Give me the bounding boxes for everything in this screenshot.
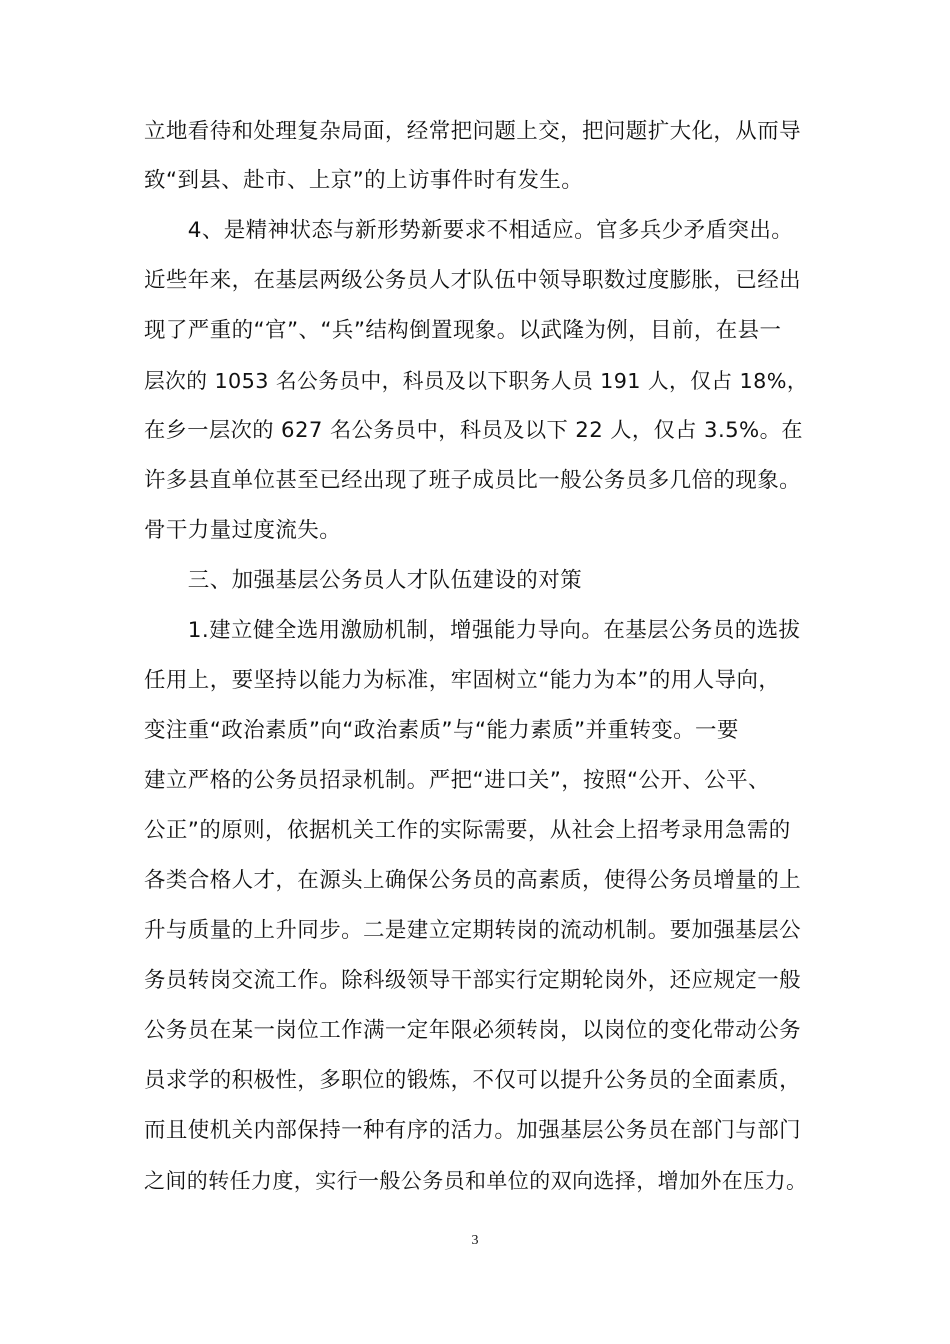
text-line: 近些年来，在基层两级公务员人才队伍中领导职数过度膨胀，已经出 <box>144 268 802 293</box>
text-line: 变注重“政治素质”向“政治素质”与“能力素质”并重转变。一要 <box>144 718 739 743</box>
text-line: 骨干力量过度流失。 <box>144 518 342 543</box>
text-line: 4、是精神状态与新形势新要求不相适应。官多兵少矛盾突出。 <box>144 218 794 243</box>
text-line: 之间的转任力度，实行一般公务员和单位的双向选择，增加外在压力。 <box>144 1169 808 1193</box>
text-line: 1.建立健全选用激励机制，增强能力导向。在基层公务员的选拔 <box>144 618 801 643</box>
text-line: 立地看待和处理复杂局面，经常把问题上交，把问题扩大化，从而导 <box>144 119 802 144</box>
text-line: 许多县直单位甚至已经出现了班子成员比一般公务员多几倍的现象。 <box>144 468 802 493</box>
text-line: 公务员在某一岗位工作满一定年限必须转岗，以岗位的变化带动公务 <box>144 1018 802 1043</box>
text-line: 建立严格的公务员招录机制。严把“进口关”，按照“公开、公平、 <box>144 768 770 793</box>
text-line: 而且使机关内部保持一种有序的活力。加强基层公务员在部门与部门 <box>144 1118 802 1143</box>
text-line: 各类合格人才，在源头上确保公务员的高素质，使得公务员增量的上 <box>144 868 802 893</box>
text-line: 员求学的积极性，多职位的锻炼，不仅可以提升公务员的全面素质， <box>144 1068 802 1093</box>
page-number: 3 <box>471 1233 479 1248</box>
text-line: 公正”的原则，依据机关工作的实际需要，从社会上招考录用急需的 <box>144 818 791 843</box>
text-line: 层次的 1053 名公务员中，科员及以下职务人员 191 人，仅占 18%， <box>144 369 808 393</box>
text-line: 现了严重的“官”、“兵”结构倒置现象。以武隆为例，目前，在县一 <box>144 318 782 343</box>
text-line: 任用上，要坚持以能力为标准，牢固树立“能力为本”的用人导向， <box>144 668 781 693</box>
text-line: 致“到县、赴市、上京”的上访事件时有发生。 <box>144 168 584 193</box>
section-heading: 三、加强基层公务员人才队伍建设的对策 <box>144 568 583 593</box>
text-line: 在乡一层次的 627 名公务员中，科员及以下 22 人，仅占 3.5%。在 <box>144 418 803 443</box>
text-line: 升与质量的上升同步。二是建立定期转岗的流动机制。要加强基层公 <box>144 918 802 943</box>
text-line: 务员转岗交流工作。除科级领导干部实行定期轮岗外，还应规定一般 <box>144 968 802 993</box>
